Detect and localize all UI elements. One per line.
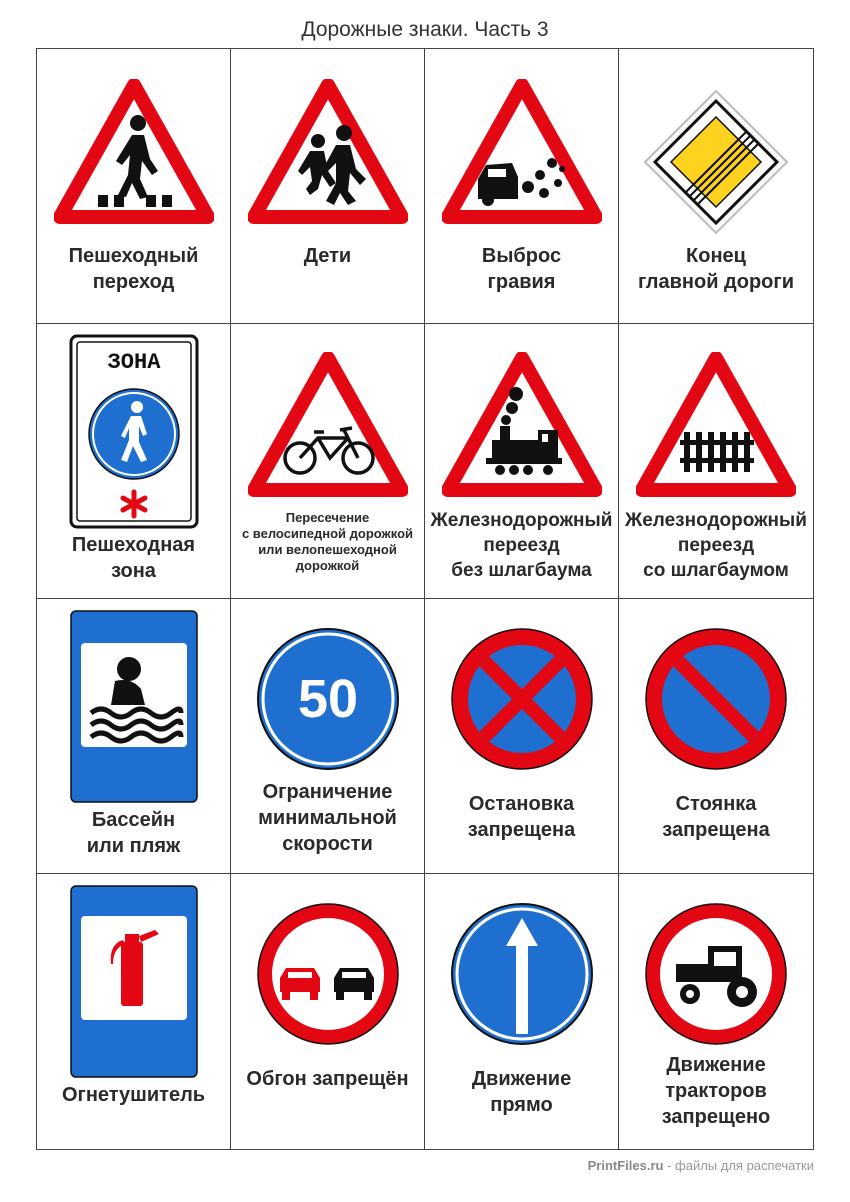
sign-label: Пересечение с велосипедной дорожкой или велопешеходной дорожкой (241, 510, 414, 573)
sign-label: Пешеходный переход (68, 245, 199, 293)
speed-value: 50 (297, 669, 358, 729)
sign-card-bicycle-crossing (231, 324, 425, 599)
footer-site[interactable]: PrintFiles.ru (587, 1158, 664, 1173)
minimum-speed-icon (231, 627, 424, 771)
sign-label: Железнодорожный переезд со шлагбаумом (625, 510, 807, 581)
footer-text: - файлы для распечатки (663, 1158, 814, 1173)
sign-card-no-overtaking (231, 874, 425, 1149)
sign-label: Стоянка запрещена (662, 793, 770, 841)
sign-label: Бассейн или пляж (86, 809, 181, 857)
sign-card-pedestrian-crossing (37, 49, 231, 324)
no-parking-icon (619, 627, 813, 771)
sign-card-pool-beach (37, 599, 231, 874)
footer (588, 1158, 814, 1173)
pedestrian-crossing-warning-icon (37, 79, 230, 224)
sign-card-end-main-road (619, 49, 813, 324)
sign-label: Железнодорожный переезд без шлагбаума (430, 510, 613, 581)
sign-card-pedestrian-zone (37, 324, 231, 599)
straight-ahead-icon (425, 902, 618, 1046)
sign-card-fire-extinguisher (37, 874, 231, 1149)
sign-label: Конец главной дороги (637, 245, 795, 293)
sign-label: Движение тракторов запрещено (661, 1054, 771, 1128)
sign-card-railway-barrier (619, 324, 813, 599)
sign-label: Выброс гравия (481, 245, 562, 293)
sign-label: Остановка запрещена (467, 793, 576, 841)
bicycle-crossing-warning-icon (231, 352, 424, 497)
pool-or-beach-icon (37, 609, 230, 804)
sign-card-railway-no-barrier (425, 324, 619, 599)
sign-label: Движение прямо (471, 1068, 572, 1116)
sign-label: Дети (303, 245, 352, 267)
sign-card-no-tractors (619, 874, 813, 1149)
fire-extinguisher-icon (37, 884, 230, 1079)
zone-sign-text: ЗОНА (107, 350, 160, 375)
end-of-priority-road-icon (619, 87, 813, 237)
sign-card-no-parking (619, 599, 813, 874)
railway-crossing-barrier-icon (619, 352, 813, 497)
railway-crossing-no-barrier-icon (425, 352, 618, 497)
page-title: Дорожные знаки. Часть 3 (301, 18, 549, 41)
no-overtaking-icon (231, 902, 424, 1046)
sign-card-no-stopping (425, 599, 619, 874)
sign-label: Пешеходная зона (71, 534, 196, 582)
sign-label: Ограничение минимальной скорости (258, 781, 397, 855)
gravel-warning-icon (425, 79, 618, 224)
sign-card-minimum-speed (231, 599, 425, 874)
no-stopping-icon (425, 627, 618, 771)
sign-card-straight-ahead (425, 874, 619, 1149)
sign-label: Обгон запрещён (246, 1068, 409, 1090)
pedestrian-zone-icon (37, 334, 230, 529)
signs-grid (36, 48, 814, 1150)
sign-card-gravel (425, 49, 619, 324)
sign-card-children (231, 49, 425, 324)
no-tractors-icon (619, 902, 813, 1046)
children-warning-icon (231, 79, 424, 224)
sign-label: Огнетушитель (61, 1084, 206, 1106)
